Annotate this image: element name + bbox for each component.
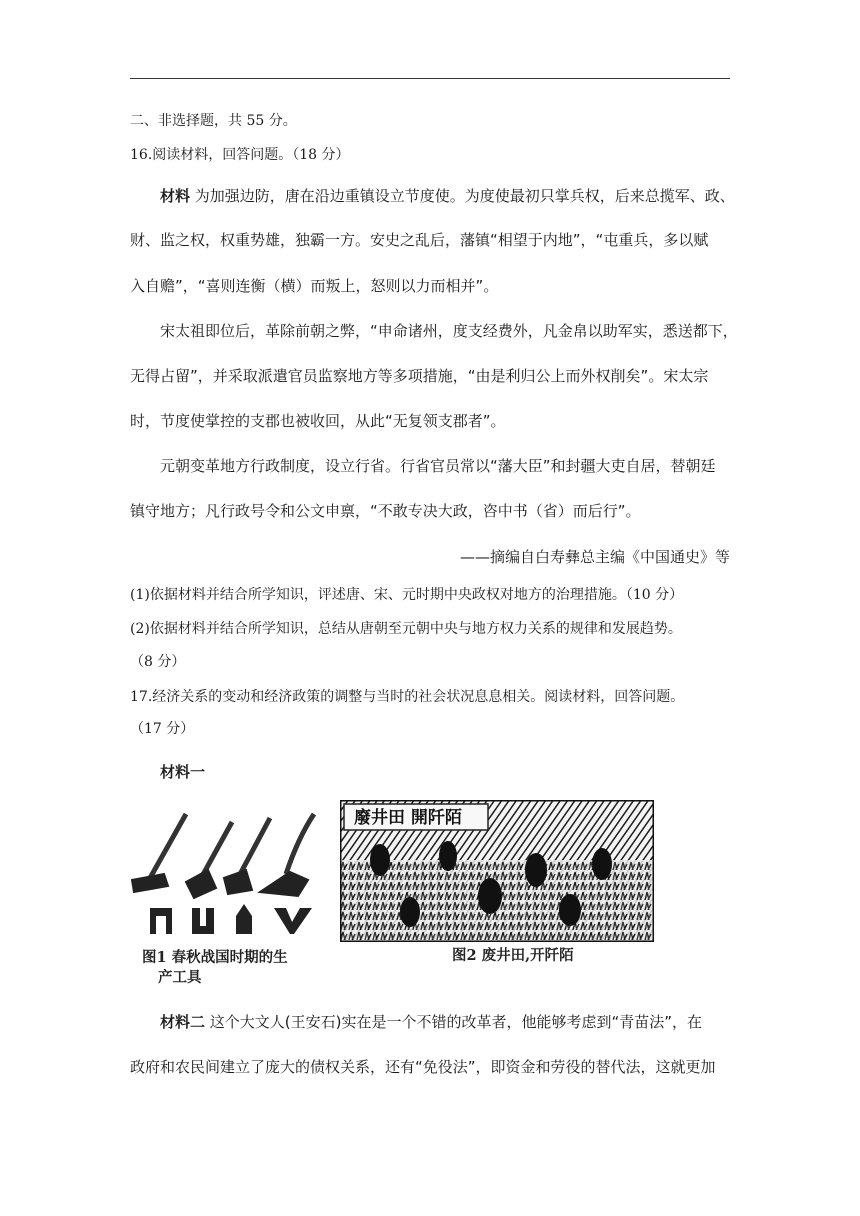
- fig2-woodcut-illustration: [340, 800, 654, 942]
- q16-sub2-line2: （8 分）: [130, 654, 186, 670]
- fig1-tools-illustration: [128, 808, 328, 938]
- q16-stem: 16.阅读材料，回答问题。（18 分）: [130, 147, 350, 163]
- section-heading: 二、非选择题，共 55 分。: [130, 113, 297, 129]
- q16-para2-line2: 无得占留”，并采取派遣官员监察地方等多项措施，“由是利归公上而外权削矣”。宋太宗: [130, 367, 709, 385]
- fig2-inner-title: 廢井田 開阡陌: [354, 808, 462, 828]
- q16-para2-line3: 时，节度使掌控的支郡也被收回，从此“无复领支郡者”。: [130, 412, 506, 430]
- q16-sub1: (1)依据材料并结合所学知识，评述唐、宋、元时期中央政权对地方的治理措施。（10 分）: [130, 587, 684, 603]
- header-rule: [130, 78, 730, 79]
- q16-para1-line1: 材料 为加强边防，唐在沿边重镇设立节度使。为度使最初只掌兵权，后来总揽军、政、: [160, 187, 735, 205]
- q16-para3-line2: 镇守地方；凡行政号令和公文申禀，“不敢专决大政，咨中书（省）而后行”。: [130, 502, 641, 520]
- q16-source: ——摘编自白寿彝总主编《中国通史》等: [459, 548, 730, 566]
- q17-stem-line2: （17 分）: [130, 721, 195, 737]
- q16-para3-line1: 元朝变革地方行政制度，设立行省。行省官员常以“藩大臣”和封疆大吏自居，替朝廷: [160, 457, 716, 475]
- q17-material1-label: 材料一: [160, 763, 206, 781]
- q17-material2-label: 材料二: [160, 1013, 206, 1031]
- fig2-caption: 图2 废井田,开阡陌: [452, 947, 574, 964]
- q16-sub2-line1: (2)依据材料并结合所学知识，总结从唐朝至元朝中央与地方权力关系的规律和发展趋势。: [130, 621, 682, 637]
- q17-stem-line1: 17.经济关系的变动和经济政策的调整与当时的社会状况息息相关。阅读材料，回答问题。: [130, 689, 685, 705]
- q17-material2-line1: 材料二 这个大文人(王安石)实在是一个不错的改革者，他能够考虑到“青苗法”，在: [160, 1013, 703, 1031]
- q16-para2-line1: 宋太祖即位后，革除前朝之弊，“申命诸州，度支经费外，凡金帛以助军实，悉送都下，: [160, 322, 738, 340]
- fig1-caption-line2: 产工具: [158, 969, 202, 986]
- q16-material-label: 材料: [160, 187, 191, 205]
- q16-para1-line2: 财、监之权，权重势雄，独霸一方。安史之乱后，藩镇“相望于内地”，“屯重兵，多以赋: [130, 231, 709, 249]
- fig1-caption-line1: 图1 春秋战国时期的生: [142, 949, 288, 966]
- q16-para1-line3: 入自赡”，“喜则连衡（横）而叛上，怒则以力而相并”。: [130, 277, 499, 295]
- q17-material2-line2: 政府和农民间建立了庞大的债权关系，还有“免役法”，即资金和劳役的替代法，这就更加: [130, 1058, 716, 1076]
